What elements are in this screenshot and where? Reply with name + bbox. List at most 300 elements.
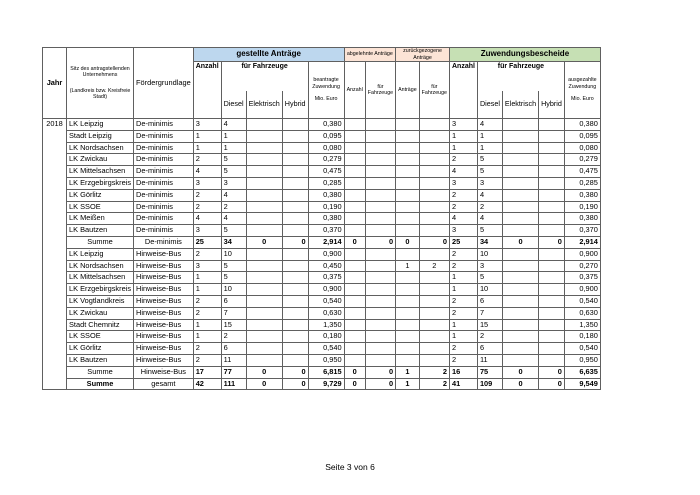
diesel-value: 5 bbox=[221, 260, 246, 272]
bescheid-elektrisch bbox=[502, 272, 538, 284]
group-gestellt: gestellte Anträge bbox=[193, 48, 344, 62]
col-beantragte-label: beantragte Zuwendung bbox=[312, 77, 340, 90]
funding-basis: Hinweise-Bus bbox=[134, 295, 194, 307]
abgelehnt-fahrzeuge bbox=[365, 177, 395, 189]
diesel-value: 4 bbox=[221, 213, 246, 225]
ausgezahlt-value: 0,380 bbox=[564, 213, 600, 225]
bescheid-hybrid bbox=[539, 260, 565, 272]
sum-bescheid-elektrisch: 0 bbox=[502, 236, 538, 248]
ausgezahlt-value: 0,900 bbox=[564, 284, 600, 296]
col-ausgezahlte-label: ausgezahlte Zuwendung bbox=[568, 77, 597, 90]
sum-zurueck-fahrzeuge: 2 bbox=[419, 366, 449, 378]
abgelehnt-fahrzeuge bbox=[365, 260, 395, 272]
zuwendung-value: 0,630 bbox=[308, 307, 344, 319]
bescheid-elektrisch bbox=[502, 201, 538, 213]
table-row bbox=[43, 213, 601, 225]
bescheid-hybrid bbox=[539, 166, 565, 178]
table-row bbox=[43, 154, 601, 166]
abgelehnt-fahrzeuge bbox=[365, 272, 395, 284]
abgelehnt-anzahl bbox=[344, 260, 365, 272]
anzahl-value: 1 bbox=[193, 331, 221, 343]
hybrid-value bbox=[282, 119, 308, 131]
abgelehnt-fahrzeuge bbox=[365, 295, 395, 307]
anzahl-value: 1 bbox=[193, 284, 221, 296]
elektrisch-value bbox=[246, 319, 282, 331]
zurueck-antraege bbox=[396, 225, 420, 237]
hybrid-value bbox=[282, 177, 308, 189]
hybrid-value bbox=[282, 260, 308, 272]
bescheid-anzahl: 4 bbox=[449, 213, 477, 225]
zurueck-antraege bbox=[396, 119, 420, 131]
zuwendung-value: 0,190 bbox=[308, 201, 344, 213]
diesel-value: 11 bbox=[221, 354, 246, 366]
bescheid-anzahl: 2 bbox=[449, 154, 477, 166]
bescheid-elektrisch bbox=[502, 307, 538, 319]
sum-basis: gesamt bbox=[134, 378, 194, 390]
sum-zuwendung: 6,815 bbox=[308, 366, 344, 378]
bescheid-anzahl: 2 bbox=[449, 201, 477, 213]
abgelehnt-anzahl bbox=[344, 166, 365, 178]
diesel-value: 2 bbox=[221, 201, 246, 213]
sum-row bbox=[43, 236, 601, 248]
region-name: LK Erzgebirgskreis bbox=[67, 284, 134, 296]
table-row bbox=[43, 260, 601, 272]
abgelehnt-fahrzeuge bbox=[365, 189, 395, 201]
col-ab-fahrzeuge: für Fahrzeuge bbox=[365, 62, 395, 119]
col-zu-fahrzeuge: für Fahrzeuge bbox=[419, 62, 449, 119]
ausgezahlt-value: 0,375 bbox=[564, 272, 600, 284]
table-row bbox=[43, 142, 601, 154]
funding-basis: Hinweise-Bus bbox=[134, 248, 194, 260]
table-row bbox=[43, 248, 601, 260]
sum-label: Summe bbox=[67, 366, 134, 378]
abgelehnt-anzahl bbox=[344, 343, 365, 355]
table-row bbox=[43, 284, 601, 296]
region-name: LK SSOE bbox=[67, 201, 134, 213]
sum-elektrisch: 0 bbox=[246, 366, 282, 378]
zuwendung-value: 1,350 bbox=[308, 319, 344, 331]
abgelehnt-fahrzeuge bbox=[365, 130, 395, 142]
elektrisch-value bbox=[246, 130, 282, 142]
zurueck-fahrzeuge bbox=[419, 284, 449, 296]
sum-hybrid: 0 bbox=[282, 366, 308, 378]
group-zurueck: zurückgezogene Anträge bbox=[396, 48, 450, 62]
zurueck-fahrzeuge: 2 bbox=[419, 260, 449, 272]
ausgezahlt-value: 0,475 bbox=[564, 166, 600, 178]
funding-basis: Hinweise-Bus bbox=[134, 343, 194, 355]
zuwendung-value: 0,375 bbox=[308, 272, 344, 284]
bescheid-elektrisch bbox=[502, 130, 538, 142]
region-name: LK Zwickau bbox=[67, 307, 134, 319]
sum-zurueck-antraege: 1 bbox=[396, 366, 420, 378]
elektrisch-value bbox=[246, 354, 282, 366]
bescheid-elektrisch bbox=[502, 260, 538, 272]
elektrisch-value bbox=[246, 177, 282, 189]
diesel-value: 6 bbox=[221, 295, 246, 307]
zurueck-fahrzeuge bbox=[419, 142, 449, 154]
sum-label: Summe bbox=[67, 236, 134, 248]
diesel-value: 5 bbox=[221, 225, 246, 237]
anzahl-value: 1 bbox=[193, 319, 221, 331]
hybrid-value bbox=[282, 189, 308, 201]
bescheid-diesel: 1 bbox=[477, 142, 502, 154]
funding-basis: De-minimis bbox=[134, 119, 194, 131]
funding-basis: Hinweise-Bus bbox=[134, 331, 194, 343]
diesel-value: 10 bbox=[221, 284, 246, 296]
abgelehnt-fahrzeuge bbox=[365, 166, 395, 178]
col-beantragte-unit: Mio. Euro bbox=[314, 96, 338, 103]
anzahl-value: 4 bbox=[193, 166, 221, 178]
sum-ausgezahlt: 9,549 bbox=[564, 378, 600, 390]
table-row bbox=[43, 354, 601, 366]
zurueck-fahrzeuge bbox=[419, 248, 449, 260]
elektrisch-value bbox=[246, 284, 282, 296]
bescheid-hybrid bbox=[539, 201, 565, 213]
elektrisch-value bbox=[246, 225, 282, 237]
bescheid-anzahl: 1 bbox=[449, 284, 477, 296]
bescheid-anzahl: 2 bbox=[449, 189, 477, 201]
anzahl-value: 3 bbox=[193, 260, 221, 272]
sum-abgelehnt-anzahl: 0 bbox=[344, 366, 365, 378]
anzahl-value: 2 bbox=[193, 354, 221, 366]
funding-basis: De-minimis bbox=[134, 142, 194, 154]
zurueck-fahrzeuge bbox=[419, 154, 449, 166]
anzahl-value: 1 bbox=[193, 142, 221, 154]
table-row bbox=[43, 119, 601, 131]
bescheid-diesel: 7 bbox=[477, 307, 502, 319]
bescheid-diesel: 6 bbox=[477, 295, 502, 307]
hybrid-value bbox=[282, 130, 308, 142]
zurueck-antraege bbox=[396, 213, 420, 225]
sum-abgelehnt-fahrzeuge: 0 bbox=[365, 366, 395, 378]
abgelehnt-fahrzeuge bbox=[365, 354, 395, 366]
diesel-value: 5 bbox=[221, 272, 246, 284]
bescheid-diesel: 3 bbox=[477, 177, 502, 189]
anzahl-value: 3 bbox=[193, 119, 221, 131]
bescheid-diesel: 3 bbox=[477, 260, 502, 272]
table-row bbox=[43, 295, 601, 307]
bescheid-diesel: 4 bbox=[477, 119, 502, 131]
funding-basis: De-minimis bbox=[134, 201, 194, 213]
region-name: LK Görlitz bbox=[67, 343, 134, 355]
elektrisch-value bbox=[246, 201, 282, 213]
bescheid-anzahl: 2 bbox=[449, 343, 477, 355]
bescheid-anzahl: 2 bbox=[449, 260, 477, 272]
bescheid-elektrisch bbox=[502, 343, 538, 355]
bescheid-diesel: 6 bbox=[477, 343, 502, 355]
abgelehnt-anzahl bbox=[344, 331, 365, 343]
col-b-anzahl-blank bbox=[449, 91, 477, 119]
col-ausgezahlte-unit: Mio. Euro bbox=[571, 96, 594, 103]
sum-anzahl: 25 bbox=[193, 236, 221, 248]
col-ausgezahlte bbox=[564, 62, 600, 119]
ausgezahlt-value: 0,080 bbox=[564, 142, 600, 154]
bescheid-hybrid bbox=[539, 272, 565, 284]
abgelehnt-fahrzeuge bbox=[365, 284, 395, 296]
bescheid-anzahl: 2 bbox=[449, 354, 477, 366]
bescheid-diesel: 4 bbox=[477, 213, 502, 225]
bescheid-anzahl: 2 bbox=[449, 248, 477, 260]
col-sitz-sub: (Landkreis bzw. Kreisfreie Stadt) bbox=[69, 87, 131, 100]
abgelehnt-anzahl bbox=[344, 354, 365, 366]
sum-diesel: 34 bbox=[221, 236, 246, 248]
zuwendung-value: 0,900 bbox=[308, 248, 344, 260]
funding-basis: Hinweise-Bus bbox=[134, 272, 194, 284]
col-anzahl: Anzahl bbox=[193, 62, 221, 91]
abgelehnt-fahrzeuge bbox=[365, 343, 395, 355]
bescheid-elektrisch bbox=[502, 354, 538, 366]
zurueck-antraege bbox=[396, 130, 420, 142]
ausgezahlt-value: 0,270 bbox=[564, 260, 600, 272]
bescheid-hybrid bbox=[539, 307, 565, 319]
table-row bbox=[43, 177, 601, 189]
elektrisch-value bbox=[246, 343, 282, 355]
hybrid-value bbox=[282, 272, 308, 284]
bescheid-elektrisch bbox=[502, 331, 538, 343]
col-foerder: Fördergrundlage bbox=[134, 48, 194, 119]
bescheid-diesel: 5 bbox=[477, 272, 502, 284]
anzahl-value: 2 bbox=[193, 201, 221, 213]
abgelehnt-anzahl bbox=[344, 225, 365, 237]
bescheid-hybrid bbox=[539, 142, 565, 154]
table-row bbox=[43, 201, 601, 213]
anzahl-value: 2 bbox=[193, 295, 221, 307]
zurueck-fahrzeuge bbox=[419, 225, 449, 237]
zuwendung-value: 0,370 bbox=[308, 225, 344, 237]
sum-zuwendung: 2,914 bbox=[308, 236, 344, 248]
funding-basis: De-minimis bbox=[134, 166, 194, 178]
bescheid-hybrid bbox=[539, 154, 565, 166]
region-name: LK Meißen bbox=[67, 213, 134, 225]
abgelehnt-anzahl bbox=[344, 154, 365, 166]
zurueck-fahrzeuge bbox=[419, 130, 449, 142]
sum-diesel: 111 bbox=[221, 378, 246, 390]
funding-basis: Hinweise-Bus bbox=[134, 307, 194, 319]
diesel-value: 1 bbox=[221, 130, 246, 142]
bescheid-hybrid bbox=[539, 319, 565, 331]
sum-basis: Hinweise-Bus bbox=[134, 366, 194, 378]
abgelehnt-anzahl bbox=[344, 142, 365, 154]
diesel-value: 7 bbox=[221, 307, 246, 319]
region-name: LK Nordsachsen bbox=[67, 142, 134, 154]
zuwendung-value: 0,450 bbox=[308, 260, 344, 272]
sum-basis: De-minimis bbox=[134, 236, 194, 248]
sum-zurueck-antraege: 1 bbox=[396, 378, 420, 390]
region-name: LK Vogtlandkreis bbox=[67, 295, 134, 307]
bescheid-anzahl: 2 bbox=[449, 295, 477, 307]
hybrid-value bbox=[282, 284, 308, 296]
zurueck-antraege bbox=[396, 154, 420, 166]
bescheid-hybrid bbox=[539, 225, 565, 237]
zuwendung-value: 0,080 bbox=[308, 142, 344, 154]
region-name: LK Erzgebirgskreis bbox=[67, 177, 134, 189]
col-b-hybrid: Hybrid bbox=[539, 91, 565, 119]
zurueck-fahrzeuge bbox=[419, 307, 449, 319]
bescheid-elektrisch bbox=[502, 225, 538, 237]
bescheid-anzahl: 1 bbox=[449, 331, 477, 343]
group-abgelehnt: abgelehnte Anträge bbox=[344, 48, 396, 62]
ausgezahlt-value: 0,950 bbox=[564, 354, 600, 366]
elektrisch-value bbox=[246, 189, 282, 201]
bescheid-elektrisch bbox=[502, 248, 538, 260]
abgelehnt-anzahl bbox=[344, 119, 365, 131]
sum-bescheid-diesel: 109 bbox=[477, 378, 502, 390]
anzahl-value: 1 bbox=[193, 130, 221, 142]
year-cell: 2018 bbox=[43, 119, 67, 390]
funding-basis: Hinweise-Bus bbox=[134, 284, 194, 296]
abgelehnt-fahrzeuge bbox=[365, 319, 395, 331]
col-diesel: Diesel bbox=[221, 91, 246, 119]
region-name: LK SSOE bbox=[67, 331, 134, 343]
sum-abgelehnt-fahrzeuge: 0 bbox=[365, 236, 395, 248]
ausgezahlt-value: 0,540 bbox=[564, 295, 600, 307]
sum-bescheid-anzahl: 25 bbox=[449, 236, 477, 248]
sum-elektrisch: 0 bbox=[246, 378, 282, 390]
bescheid-diesel: 2 bbox=[477, 201, 502, 213]
elektrisch-value bbox=[246, 260, 282, 272]
zuwendung-value: 0,180 bbox=[308, 331, 344, 343]
zurueck-fahrzeuge bbox=[419, 119, 449, 131]
zurueck-fahrzeuge bbox=[419, 201, 449, 213]
bescheid-elektrisch bbox=[502, 213, 538, 225]
table-row bbox=[43, 331, 601, 343]
sum-bescheid-hybrid: 0 bbox=[539, 378, 565, 390]
col-hybrid: Hybrid bbox=[282, 91, 308, 119]
abgelehnt-fahrzeuge bbox=[365, 225, 395, 237]
abgelehnt-anzahl bbox=[344, 295, 365, 307]
sum-abgelehnt-anzahl: 0 bbox=[344, 236, 365, 248]
table-row bbox=[43, 189, 601, 201]
region-name: LK Nordsachsen bbox=[67, 260, 134, 272]
ausgezahlt-value: 0,279 bbox=[564, 154, 600, 166]
hybrid-value bbox=[282, 307, 308, 319]
hybrid-value bbox=[282, 295, 308, 307]
bescheid-anzahl: 1 bbox=[449, 142, 477, 154]
sum-abgelehnt-fahrzeuge: 0 bbox=[365, 378, 395, 390]
elektrisch-value bbox=[246, 154, 282, 166]
abgelehnt-fahrzeuge bbox=[365, 248, 395, 260]
zurueck-antraege bbox=[396, 189, 420, 201]
zuwendung-value: 0,279 bbox=[308, 154, 344, 166]
sum-bescheid-diesel: 34 bbox=[477, 236, 502, 248]
hybrid-value bbox=[282, 154, 308, 166]
bescheid-diesel: 15 bbox=[477, 319, 502, 331]
diesel-value: 10 bbox=[221, 248, 246, 260]
zuwendung-value: 0,380 bbox=[308, 119, 344, 131]
sum-bescheid-elektrisch: 0 bbox=[502, 378, 538, 390]
sum-bescheid-hybrid: 0 bbox=[539, 236, 565, 248]
zuwendung-value: 0,950 bbox=[308, 354, 344, 366]
bescheid-hybrid bbox=[539, 189, 565, 201]
table-row bbox=[43, 130, 601, 142]
anzahl-value: 2 bbox=[193, 343, 221, 355]
bescheid-anzahl: 4 bbox=[449, 166, 477, 178]
zurueck-fahrzeuge bbox=[419, 189, 449, 201]
funding-basis: De-minimis bbox=[134, 130, 194, 142]
sum-ausgezahlt: 6,635 bbox=[564, 366, 600, 378]
zurueck-antraege bbox=[396, 142, 420, 154]
funding-table bbox=[42, 47, 601, 390]
anzahl-value: 2 bbox=[193, 154, 221, 166]
zurueck-antraege bbox=[396, 295, 420, 307]
sum-row bbox=[43, 366, 601, 378]
sum-bescheid-anzahl: 16 bbox=[449, 366, 477, 378]
zurueck-antraege bbox=[396, 248, 420, 260]
ausgezahlt-value: 0,370 bbox=[564, 225, 600, 237]
ausgezahlt-value: 0,900 bbox=[564, 248, 600, 260]
bescheid-hybrid bbox=[539, 343, 565, 355]
bescheid-diesel: 1 bbox=[477, 130, 502, 142]
abgelehnt-anzahl bbox=[344, 130, 365, 142]
funding-basis: De-minimis bbox=[134, 213, 194, 225]
bescheid-diesel: 5 bbox=[477, 154, 502, 166]
hybrid-value bbox=[282, 319, 308, 331]
bescheid-diesel: 5 bbox=[477, 225, 502, 237]
hybrid-value bbox=[282, 248, 308, 260]
sum-bescheid-hybrid: 0 bbox=[539, 366, 565, 378]
sum-row bbox=[43, 378, 601, 390]
region-name: LK Görlitz bbox=[67, 189, 134, 201]
bescheid-elektrisch bbox=[502, 189, 538, 201]
zuwendung-value: 0,285 bbox=[308, 177, 344, 189]
bescheid-anzahl: 1 bbox=[449, 130, 477, 142]
bescheid-hybrid bbox=[539, 331, 565, 343]
zurueck-antraege bbox=[396, 166, 420, 178]
bescheid-elektrisch bbox=[502, 142, 538, 154]
elektrisch-value bbox=[246, 248, 282, 260]
col-fuer-fahrzeuge: für Fahrzeuge bbox=[221, 62, 308, 91]
abgelehnt-fahrzeuge bbox=[365, 154, 395, 166]
zuwendung-value: 0,540 bbox=[308, 295, 344, 307]
bescheid-diesel: 5 bbox=[477, 166, 502, 178]
table-row bbox=[43, 272, 601, 284]
zuwendung-value: 0,900 bbox=[308, 284, 344, 296]
col-b-diesel: Diesel bbox=[477, 91, 502, 119]
elektrisch-value bbox=[246, 307, 282, 319]
sum-zurueck-antraege: 0 bbox=[396, 236, 420, 248]
zurueck-fahrzeuge bbox=[419, 272, 449, 284]
zuwendung-value: 0,095 bbox=[308, 130, 344, 142]
diesel-value: 15 bbox=[221, 319, 246, 331]
zurueck-fahrzeuge bbox=[419, 343, 449, 355]
bescheid-elektrisch bbox=[502, 154, 538, 166]
table-row bbox=[43, 319, 601, 331]
elektrisch-value bbox=[246, 142, 282, 154]
zuwendung-value: 0,540 bbox=[308, 343, 344, 355]
bescheid-elektrisch bbox=[502, 295, 538, 307]
funding-basis: De-minimis bbox=[134, 154, 194, 166]
zuwendung-value: 0,380 bbox=[308, 189, 344, 201]
bescheid-hybrid bbox=[539, 248, 565, 260]
bescheid-hybrid bbox=[539, 119, 565, 131]
zurueck-antraege bbox=[396, 354, 420, 366]
abgelehnt-anzahl bbox=[344, 248, 365, 260]
elektrisch-value bbox=[246, 166, 282, 178]
bescheid-hybrid bbox=[539, 295, 565, 307]
col-b-elektrisch: Elektrisch bbox=[502, 91, 538, 119]
zurueck-antraege: 1 bbox=[396, 260, 420, 272]
diesel-value: 1 bbox=[221, 142, 246, 154]
zurueck-fahrzeuge bbox=[419, 166, 449, 178]
elektrisch-value bbox=[246, 272, 282, 284]
bescheid-anzahl: 2 bbox=[449, 307, 477, 319]
anzahl-value: 3 bbox=[193, 177, 221, 189]
abgelehnt-anzahl bbox=[344, 272, 365, 284]
funding-basis: De-minimis bbox=[134, 225, 194, 237]
bescheid-hybrid bbox=[539, 213, 565, 225]
region-name: LK Mittelsachsen bbox=[67, 272, 134, 284]
sum-abgelehnt-anzahl: 0 bbox=[344, 378, 365, 390]
